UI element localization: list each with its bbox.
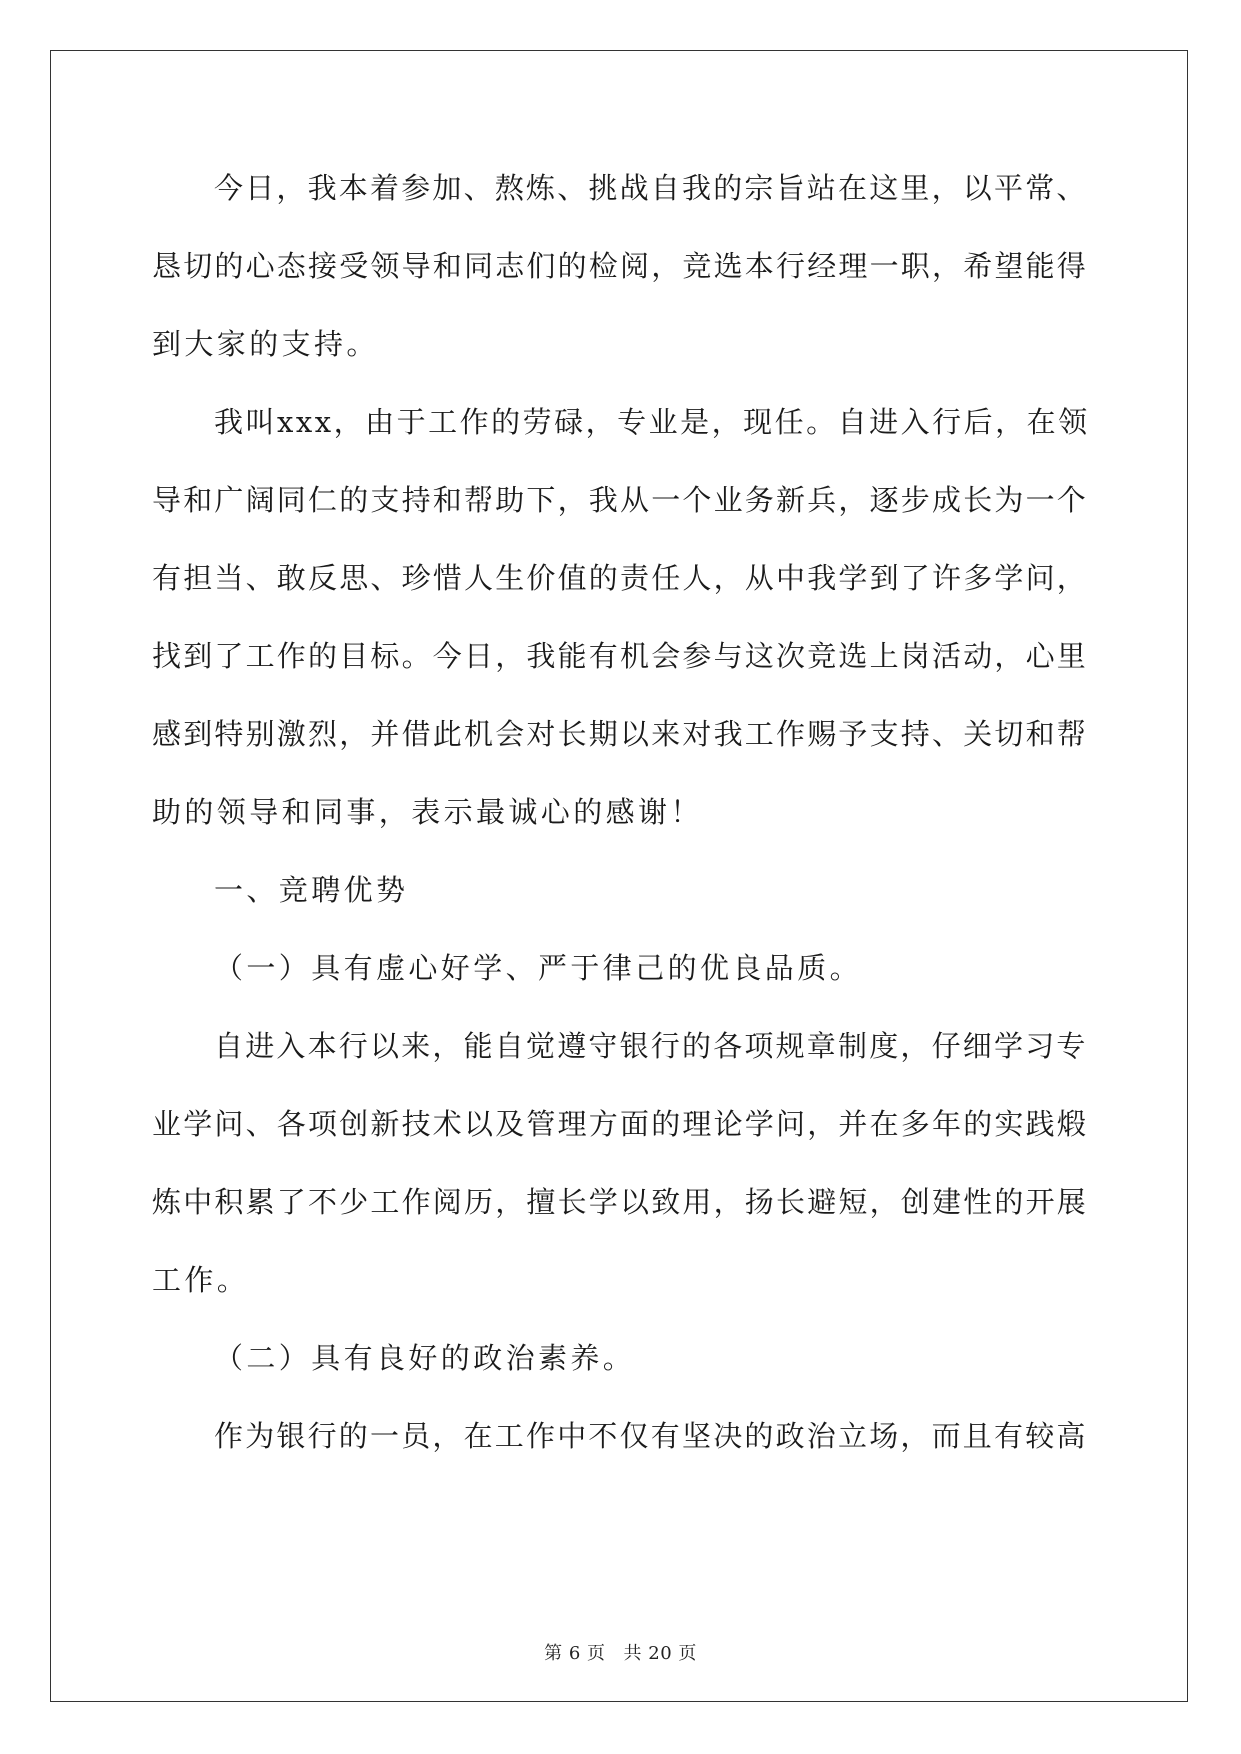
- document-body: [152, 162, 1092, 1488]
- paragraph-line: 今日，我本着参加、熬炼、挑战自我的宗旨站在这里，以平常、: [214, 171, 1088, 205]
- paragraph-line: 我叫xxx，由于工作的劳碌，专业是，现任。自进入行后，在领: [214, 405, 1090, 439]
- page-number: 第 6 页: [544, 1643, 606, 1664]
- page-total: 共 20 页: [623, 1643, 697, 1664]
- paragraph-line: 作为银行的一员，在工作中不仅有坚决的政治立场，而且有较高: [214, 1419, 1088, 1453]
- paragraph-line: 炼中积累了不少工作阅历，擅长学以致用，扬长避短，创建性的开展: [152, 1185, 1089, 1219]
- paragraph-line: 助的领导和同事，表示最诚心的感谢！: [152, 795, 703, 829]
- section-heading: 一、竞聘优势: [214, 873, 409, 907]
- paragraph-line: 业学问、各项创新技术以及管理方面的理论学问，并在多年的实践煅: [152, 1107, 1089, 1141]
- paragraph-line: 有担当、敢反思、珍惜人生价值的责任人，从中我学到了许多学问，: [152, 561, 1089, 595]
- paragraph-line: 找到了工作的目标。今日，我能有机会参与这次竞选上岗活动，心里: [152, 639, 1089, 673]
- subsection-heading: （一）具有虚心好学、严于律己的优良品质。: [214, 951, 863, 985]
- paragraph-line: 到大家的支持。: [152, 327, 379, 361]
- paragraph-line: 导和广阔同仁的支持和帮助下，我从一个业务新兵，逐步成长为一个: [152, 483, 1089, 517]
- paragraph-line: 恳切的心态接受领导和同志们的检阅，竞选本行经理一职，希望能得: [152, 249, 1089, 283]
- paragraph-line: 工作。: [152, 1263, 250, 1297]
- paragraph-line: 自进入本行以来，能自觉遵守银行的各项规章制度，仔细学习专: [214, 1029, 1088, 1063]
- subsection-heading: （二）具有良好的政治素养。: [214, 1341, 636, 1375]
- page-footer: [0, 1639, 1241, 1665]
- paragraph-line: 感到特别激烈，并借此机会对长期以来对我工作赐予支持、关切和帮: [152, 717, 1089, 751]
